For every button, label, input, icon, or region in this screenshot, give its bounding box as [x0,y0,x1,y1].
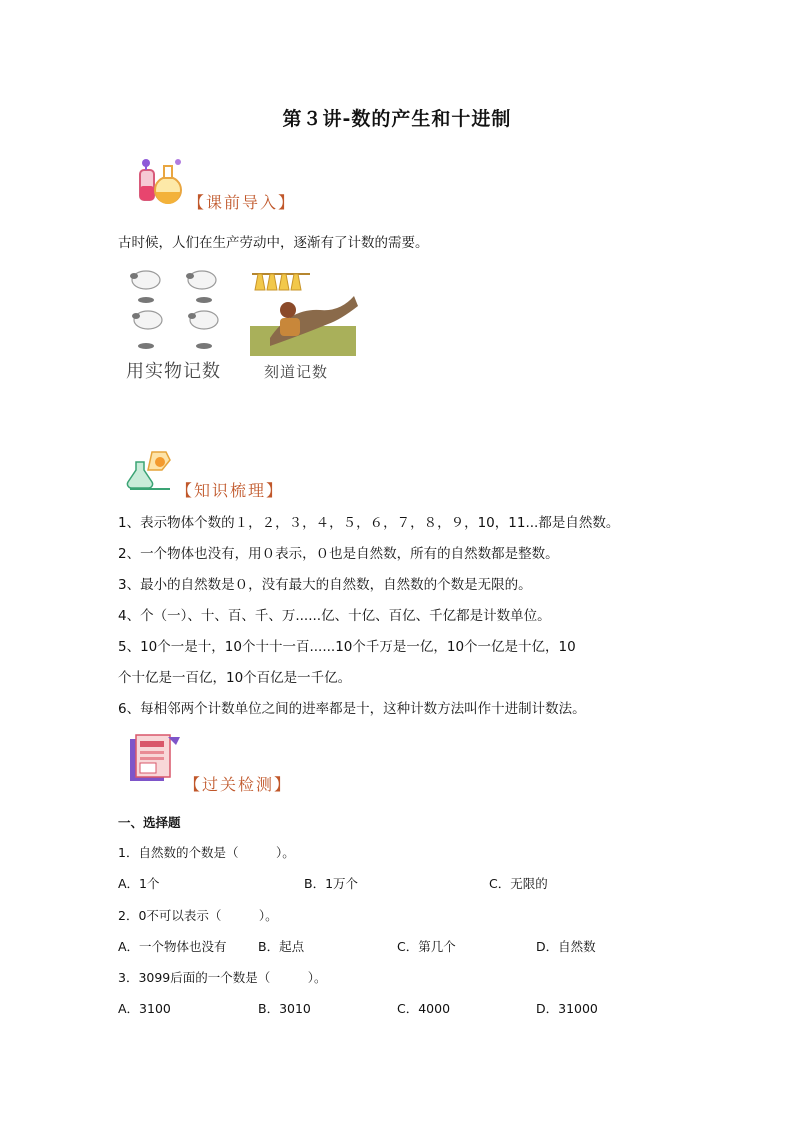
knowledge-label: 【知识梳理】 [176,481,285,500]
potion-bulb-icon [126,448,176,492]
intro-text: 古时候，人们在生产劳动中，逐渐有了计数的需要。 [118,235,429,251]
q1-option-b[interactable]: B．1万个 [304,876,359,891]
q2-option-d[interactable]: D．自然数 [536,939,596,954]
knowledge-point: 4、个（一）、十、百、千、万......亿、十亿、百亿、千亿都是计数单位。 [118,608,551,624]
q2-option-a[interactable]: A．一个物体也没有 [118,939,227,954]
q2-option-b[interactable]: B．起点 [258,939,305,954]
q3-option-c[interactable]: C．4000 [397,1001,451,1016]
knowledge-point: 1、表示物体个数的１，２，３，４，５，６，７，８，９，10，11...都是自然数。 [118,515,620,531]
caption-real-objects: 用实物记数 [126,361,221,382]
q3-option-b[interactable]: B．3010 [258,1001,311,1016]
check-label: 【过关检测】 [184,775,293,794]
knowledge-point: 6、每相邻两个计数单位之间的进率都是十，这种计数方法叫作十进制计数法。 [118,701,586,717]
carving-illustration [250,268,358,358]
q3-option-d[interactable]: D．31000 [536,1001,598,1016]
q1-option-c[interactable]: C．无限的 [489,876,548,891]
sheep-counting-illustration [124,262,234,352]
knowledge-point: 个十亿是一百亿，10个百亿是一千亿。 [118,670,352,686]
page-title: 第３讲-数的产生和十进制 [282,108,512,130]
knowledge-point: 3、最小的自然数是０，没有最大的自然数，自然数的个数是无限的。 [118,577,532,593]
intro-label: 【课前导入】 [188,193,297,212]
q3-option-a[interactable]: A．3100 [118,1001,171,1016]
knowledge-point: 5、10个一是十，10个十十一百......10个千万是一亿，10个一亿是十亿，10 [118,639,576,655]
caption-carving: 刻道记数 [264,363,329,381]
q1-option-a[interactable]: A．1个 [118,876,160,891]
section-heading: 一、选择题 [118,815,181,830]
document-icon [128,733,184,785]
knowledge-point: 2、一个物体也没有，用０表示，０也是自然数，所有的自然数都是整数。 [118,546,559,562]
question-3: 3．3099后面的一个数是（ ）。 [118,970,327,985]
q2-option-c[interactable]: C．第几个 [397,939,456,954]
flask-icon [134,156,186,208]
question-1: 1．自然数的个数是（ ）。 [118,845,295,860]
question-2: 2．0不可以表示（ ）。 [118,908,278,923]
